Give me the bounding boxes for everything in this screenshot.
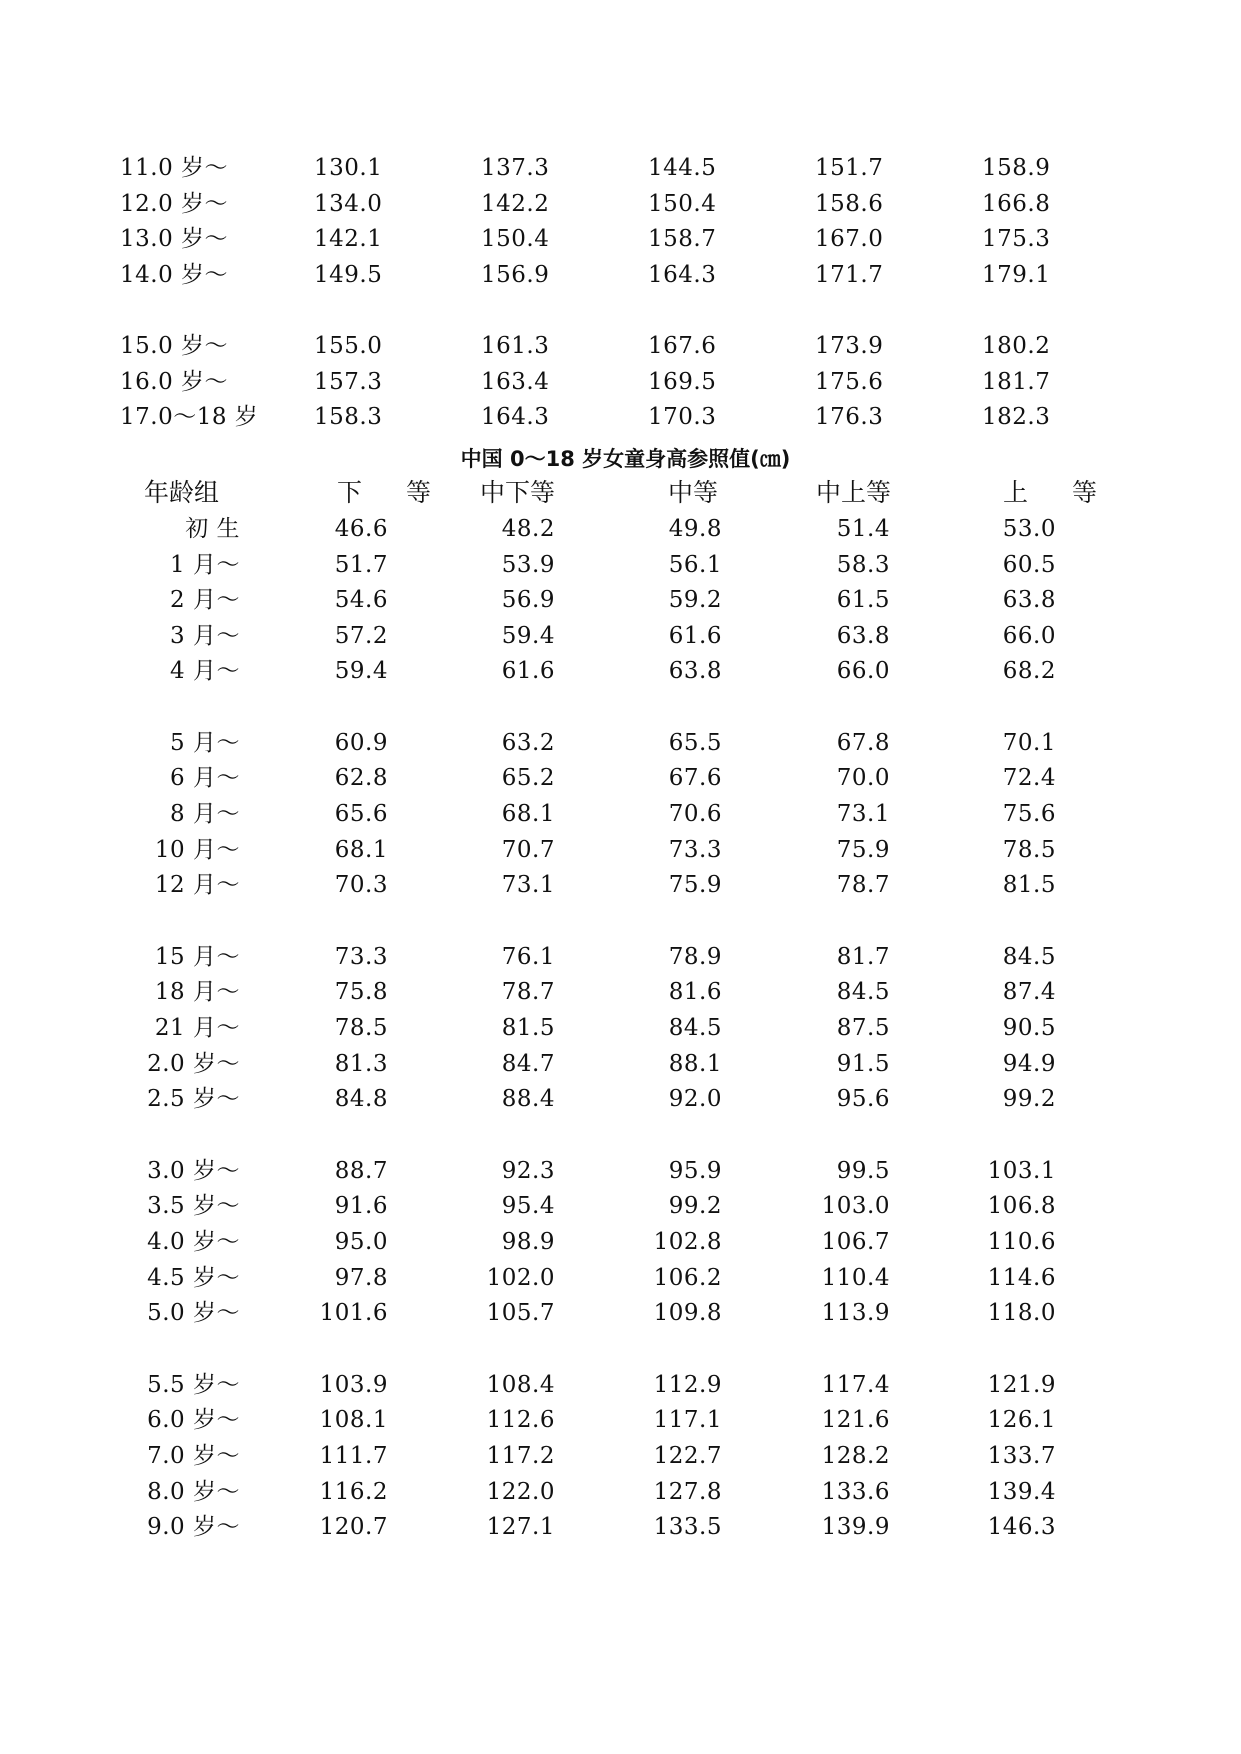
value-cell: 84.7 (501, 1051, 555, 1077)
value-cell: 99.2 (668, 1193, 722, 1219)
value-cell: 99.5 (836, 1158, 890, 1184)
table-row (0, 583, 1241, 617)
value-cell: 150.4 (648, 191, 717, 217)
table-row (0, 1296, 1241, 1330)
value-cell: 113.9 (821, 1300, 890, 1326)
value-cell: 51.7 (334, 552, 388, 578)
value-cell: 134.0 (314, 191, 383, 217)
value-cell: 66.0 (836, 658, 890, 684)
table-row (0, 548, 1241, 582)
age-cell: 4 月～ (170, 658, 240, 684)
value-cell: 176.3 (815, 404, 884, 430)
value-cell: 164.3 (481, 404, 550, 430)
value-cell: 102.0 (486, 1265, 555, 1291)
value-cell: 81.7 (836, 944, 890, 970)
value-cell: 70.0 (836, 765, 890, 791)
value-cell: 88.1 (668, 1051, 722, 1077)
value-cell: 170.3 (648, 404, 717, 430)
value-cell: 117.2 (486, 1443, 555, 1469)
value-cell: 169.5 (648, 369, 717, 395)
value-cell: 158.3 (314, 404, 383, 430)
age-cell: 10 月～ (154, 837, 240, 863)
value-cell: 73.1 (501, 872, 555, 898)
age-cell: 3 月～ (170, 623, 240, 649)
value-cell: 118.0 (987, 1300, 1056, 1326)
value-cell: 151.7 (815, 155, 884, 181)
age-cell: 12.0 岁～ (120, 191, 229, 217)
value-cell: 121.6 (821, 1407, 890, 1433)
value-cell: 76.1 (501, 944, 555, 970)
table-row (0, 1082, 1241, 1116)
value-cell: 126.1 (987, 1407, 1056, 1433)
value-cell: 128.2 (821, 1443, 890, 1469)
table-row (0, 1439, 1241, 1473)
value-cell: 81.5 (1002, 872, 1056, 898)
value-cell: 78.5 (334, 1015, 388, 1041)
value-cell: 121.9 (987, 1372, 1056, 1398)
value-cell: 48.2 (501, 516, 555, 542)
value-cell: 66.0 (1002, 623, 1056, 649)
age-cell: 4.5 岁～ (147, 1265, 240, 1291)
value-cell: 117.4 (821, 1372, 890, 1398)
value-cell: 112.6 (486, 1407, 555, 1433)
value-cell: 106.2 (653, 1265, 722, 1291)
age-cell: 1 月～ (170, 552, 240, 578)
value-cell: 103.0 (821, 1193, 890, 1219)
table-row (0, 761, 1241, 795)
header-low: 下 等 (337, 478, 449, 507)
value-cell: 53.0 (1002, 516, 1056, 542)
age-cell: 9.0 岁～ (147, 1514, 240, 1540)
value-cell: 167.0 (815, 226, 884, 252)
table-row (0, 400, 1241, 434)
age-cell: 13.0 岁～ (120, 226, 229, 252)
age-cell: 3.0 岁～ (147, 1158, 240, 1184)
value-cell: 173.9 (815, 333, 884, 359)
table-row (0, 1047, 1241, 1081)
table-row (0, 1011, 1241, 1045)
table-row (0, 833, 1241, 867)
table-row (0, 1403, 1241, 1437)
value-cell: 51.4 (836, 516, 890, 542)
value-cell: 58.3 (836, 552, 890, 578)
value-cell: 84.8 (334, 1086, 388, 1112)
value-cell: 108.4 (486, 1372, 555, 1398)
value-cell: 163.4 (481, 369, 550, 395)
value-cell: 180.2 (982, 333, 1051, 359)
value-cell: 116.2 (319, 1479, 388, 1505)
value-cell: 166.8 (982, 191, 1051, 217)
value-cell: 68.1 (334, 837, 388, 863)
value-cell: 182.3 (982, 404, 1051, 430)
value-cell: 155.0 (314, 333, 383, 359)
value-cell: 67.8 (836, 730, 890, 756)
value-cell: 70.6 (668, 801, 722, 827)
value-cell: 75.9 (836, 837, 890, 863)
value-cell: 97.8 (334, 1265, 388, 1291)
value-cell: 139.4 (987, 1479, 1056, 1505)
value-cell: 106.8 (987, 1193, 1056, 1219)
age-cell: 8 月～ (170, 801, 240, 827)
value-cell: 98.9 (501, 1229, 555, 1255)
value-cell: 103.9 (319, 1372, 388, 1398)
value-cell: 95.9 (668, 1158, 722, 1184)
value-cell: 103.1 (987, 1158, 1056, 1184)
value-cell: 175.6 (815, 369, 884, 395)
value-cell: 106.7 (821, 1229, 890, 1255)
value-cell: 117.1 (653, 1407, 722, 1433)
value-cell: 139.9 (821, 1514, 890, 1540)
value-cell: 91.5 (836, 1051, 890, 1077)
value-cell: 84.5 (836, 979, 890, 1005)
value-cell: 68.2 (1002, 658, 1056, 684)
age-cell: 11.0 岁～ (120, 155, 229, 181)
value-cell: 179.1 (982, 262, 1051, 288)
table-row (0, 940, 1241, 974)
value-cell: 63.8 (1002, 587, 1056, 613)
age-cell: 4.0 岁～ (147, 1229, 240, 1255)
age-cell: 5.0 岁～ (147, 1300, 240, 1326)
table-row (0, 726, 1241, 760)
value-cell: 108.1 (319, 1407, 388, 1433)
value-cell: 49.8 (668, 516, 722, 542)
value-cell: 158.7 (648, 226, 717, 252)
value-cell: 81.3 (334, 1051, 388, 1077)
value-cell: 81.5 (501, 1015, 555, 1041)
value-cell: 142.2 (481, 191, 550, 217)
table-row (0, 975, 1241, 1009)
value-cell: 95.4 (501, 1193, 555, 1219)
value-cell: 99.2 (1002, 1086, 1056, 1112)
value-cell: 122.0 (486, 1479, 555, 1505)
age-cell: 5.5 岁～ (147, 1372, 240, 1398)
header-upper-middle: 中上等 (816, 478, 892, 507)
value-cell: 167.6 (648, 333, 717, 359)
table-title: 中国 0～18 岁女童身高参照值(㎝) (460, 447, 791, 471)
table-row (0, 619, 1241, 653)
value-cell: 78.7 (501, 979, 555, 1005)
value-cell: 105.7 (486, 1300, 555, 1326)
value-cell: 68.1 (501, 801, 555, 827)
value-cell: 137.3 (481, 155, 550, 181)
value-cell: 61.5 (836, 587, 890, 613)
value-cell: 63.8 (836, 623, 890, 649)
value-cell: 88.4 (501, 1086, 555, 1112)
value-cell: 109.8 (653, 1300, 722, 1326)
value-cell: 75.9 (668, 872, 722, 898)
value-cell: 110.6 (987, 1229, 1056, 1255)
value-cell: 56.1 (668, 552, 722, 578)
value-cell: 46.6 (334, 516, 388, 542)
table-row (0, 258, 1241, 292)
value-cell: 133.6 (821, 1479, 890, 1505)
table-header (0, 476, 1241, 510)
table-row (0, 1510, 1241, 1544)
value-cell: 95.6 (836, 1086, 890, 1112)
value-cell: 73.3 (668, 837, 722, 863)
value-cell: 181.7 (982, 369, 1051, 395)
value-cell: 120.7 (319, 1514, 388, 1540)
value-cell: 92.0 (668, 1086, 722, 1112)
table-row (0, 1189, 1241, 1223)
age-cell: 18 月～ (154, 979, 240, 1005)
value-cell: 60.5 (1002, 552, 1056, 578)
value-cell: 73.3 (334, 944, 388, 970)
age-cell: 6 月～ (170, 765, 240, 791)
value-cell: 111.7 (319, 1443, 388, 1469)
value-cell: 67.6 (668, 765, 722, 791)
value-cell: 78.5 (1002, 837, 1056, 863)
value-cell: 157.3 (314, 369, 383, 395)
value-cell: 146.3 (987, 1514, 1056, 1540)
value-cell: 63.2 (501, 730, 555, 756)
age-cell: 2 月～ (170, 587, 240, 613)
value-cell: 53.9 (501, 552, 555, 578)
value-cell: 88.7 (334, 1158, 388, 1184)
table-row (0, 187, 1241, 221)
age-cell: 15 月～ (154, 944, 240, 970)
value-cell: 75.6 (1002, 801, 1056, 827)
header-lower-middle: 中下等 (480, 478, 556, 507)
table-row (0, 797, 1241, 831)
age-cell: 2.0 岁～ (147, 1051, 240, 1077)
value-cell: 133.7 (987, 1443, 1056, 1469)
age-cell: 21 月～ (154, 1015, 240, 1041)
value-cell: 54.6 (334, 587, 388, 613)
value-cell: 72.4 (1002, 765, 1056, 791)
value-cell: 61.6 (501, 658, 555, 684)
table-row (0, 654, 1241, 688)
table-row (0, 1475, 1241, 1509)
value-cell: 57.2 (334, 623, 388, 649)
table-row (0, 329, 1241, 363)
value-cell: 78.7 (836, 872, 890, 898)
value-cell: 73.1 (836, 801, 890, 827)
age-cell: 17.0～18 岁 (120, 404, 259, 430)
value-cell: 158.6 (815, 191, 884, 217)
value-cell: 94.9 (1002, 1051, 1056, 1077)
age-cell: 5 月～ (170, 730, 240, 756)
value-cell: 133.5 (653, 1514, 722, 1540)
value-cell: 91.6 (334, 1193, 388, 1219)
value-cell: 56.9 (501, 587, 555, 613)
value-cell: 127.1 (486, 1514, 555, 1540)
value-cell: 70.1 (1002, 730, 1056, 756)
value-cell: 158.9 (982, 155, 1051, 181)
header-age-group: 年龄组 (144, 478, 220, 507)
value-cell: 60.9 (334, 730, 388, 756)
table-row (0, 868, 1241, 902)
age-cell: 14.0 岁～ (120, 262, 229, 288)
value-cell: 171.7 (815, 262, 884, 288)
table-row (0, 1225, 1241, 1259)
value-cell: 112.9 (653, 1372, 722, 1398)
table-row (0, 1368, 1241, 1402)
header-high: 上 等 (1003, 478, 1115, 507)
value-cell: 114.6 (987, 1265, 1056, 1291)
value-cell: 164.3 (648, 262, 717, 288)
value-cell: 81.6 (668, 979, 722, 1005)
value-cell: 84.5 (668, 1015, 722, 1041)
value-cell: 70.3 (334, 872, 388, 898)
table-row (0, 1261, 1241, 1295)
value-cell: 122.7 (653, 1443, 722, 1469)
value-cell: 87.4 (1002, 979, 1056, 1005)
age-cell: 初 生 (185, 516, 240, 542)
age-cell: 3.5 岁～ (147, 1193, 240, 1219)
value-cell: 62.8 (334, 765, 388, 791)
value-cell: 101.6 (319, 1300, 388, 1326)
age-cell: 15.0 岁～ (120, 333, 229, 359)
value-cell: 175.3 (982, 226, 1051, 252)
value-cell: 90.5 (1002, 1015, 1056, 1041)
value-cell: 87.5 (836, 1015, 890, 1041)
table-row (0, 151, 1241, 185)
value-cell: 63.8 (668, 658, 722, 684)
value-cell: 59.2 (668, 587, 722, 613)
header-middle: 中等 (668, 478, 719, 507)
value-cell: 150.4 (481, 226, 550, 252)
value-cell: 102.8 (653, 1229, 722, 1255)
value-cell: 61.6 (668, 623, 722, 649)
value-cell: 144.5 (648, 155, 717, 181)
value-cell: 70.7 (501, 837, 555, 863)
value-cell: 142.1 (314, 226, 383, 252)
value-cell: 149.5 (314, 262, 383, 288)
value-cell: 84.5 (1002, 944, 1056, 970)
age-cell: 8.0 岁～ (147, 1479, 240, 1505)
value-cell: 78.9 (668, 944, 722, 970)
value-cell: 110.4 (821, 1265, 890, 1291)
table-row (0, 1154, 1241, 1188)
value-cell: 59.4 (334, 658, 388, 684)
value-cell: 127.8 (653, 1479, 722, 1505)
value-cell: 95.0 (334, 1229, 388, 1255)
table-row (0, 365, 1241, 399)
value-cell: 65.5 (668, 730, 722, 756)
age-cell: 2.5 岁～ (147, 1086, 240, 1112)
table-row (0, 512, 1241, 546)
value-cell: 156.9 (481, 262, 550, 288)
value-cell: 130.1 (314, 155, 383, 181)
value-cell: 65.2 (501, 765, 555, 791)
age-cell: 16.0 岁～ (120, 369, 229, 395)
value-cell: 65.6 (334, 801, 388, 827)
value-cell: 161.3 (481, 333, 550, 359)
age-cell: 12 月～ (154, 872, 240, 898)
value-cell: 92.3 (501, 1158, 555, 1184)
table-row (0, 222, 1241, 256)
age-cell: 7.0 岁～ (147, 1443, 240, 1469)
value-cell: 75.8 (334, 979, 388, 1005)
value-cell: 59.4 (501, 623, 555, 649)
age-cell: 6.0 岁～ (147, 1407, 240, 1433)
